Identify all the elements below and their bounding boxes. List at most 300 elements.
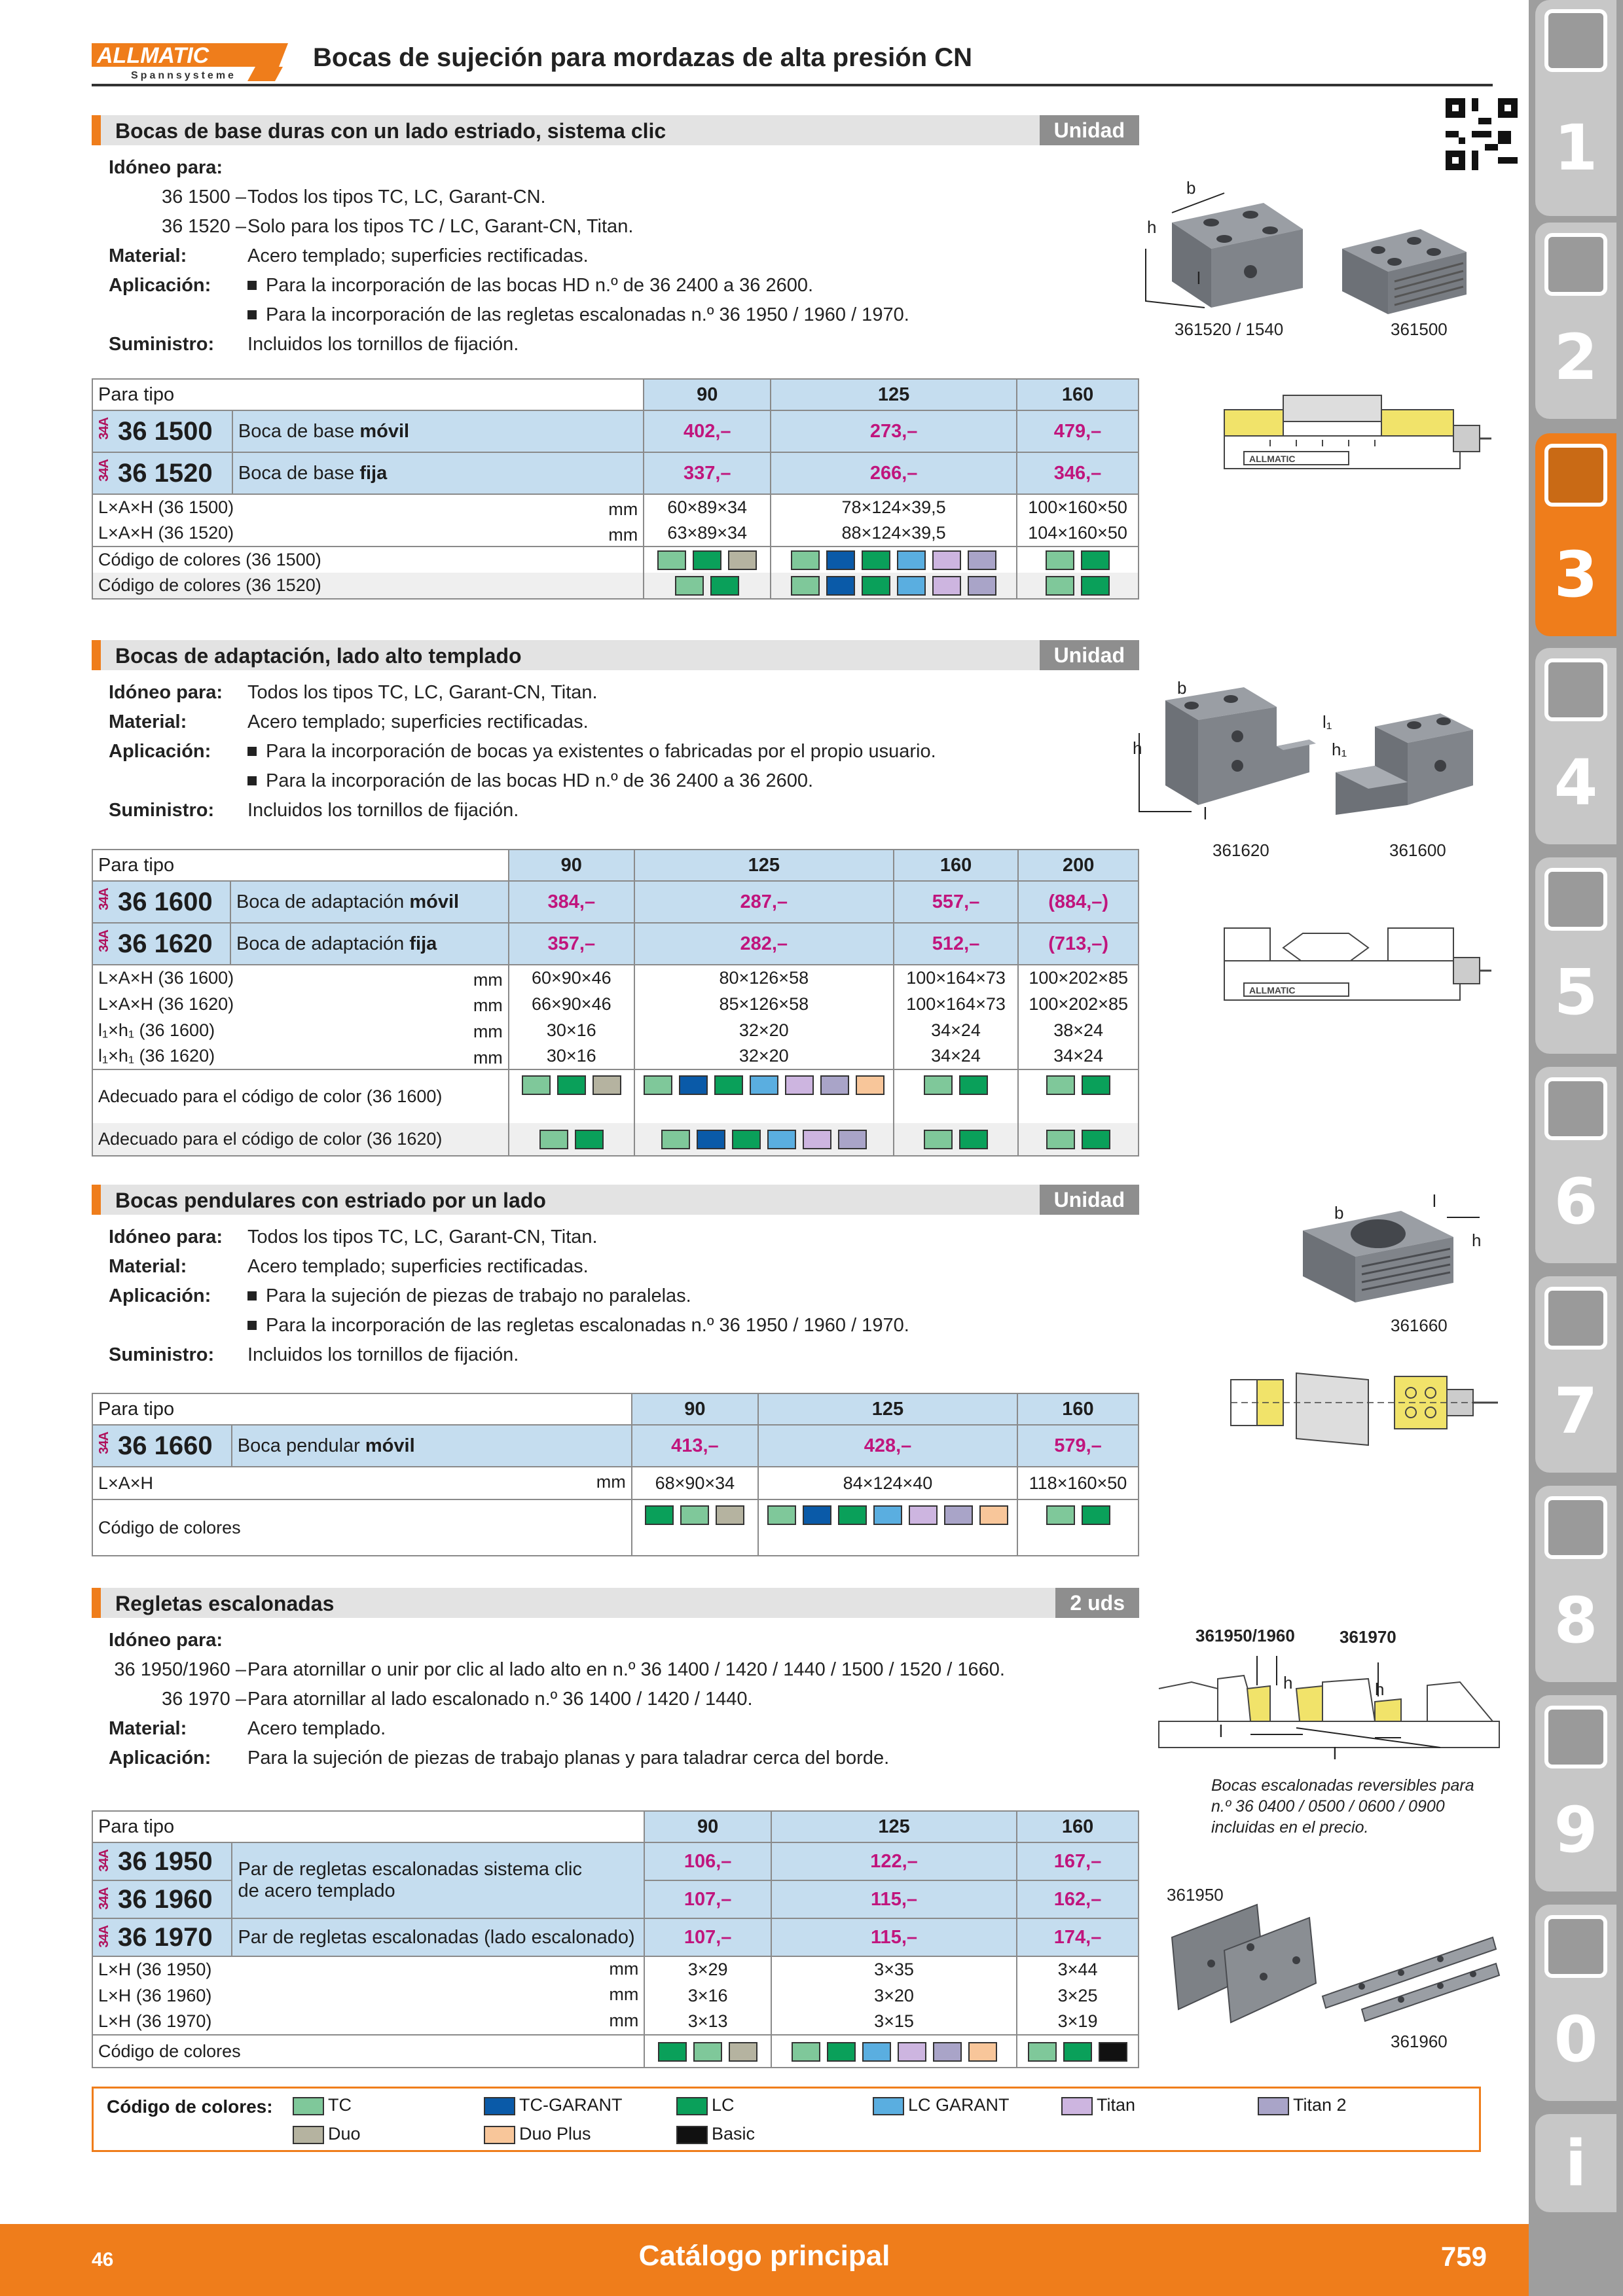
price: 266,– [771, 452, 1017, 494]
article-number [92, 881, 230, 923]
article-ref: 36 1950/1960 – [114, 1659, 246, 1680]
dim-label [92, 494, 644, 520]
color-swatch-tc [1046, 1130, 1075, 1149]
sidebar-tab-2[interactable] [1535, 223, 1616, 419]
dim-value: 34×24 [1018, 1043, 1139, 1069]
image-caption: 361600 [1389, 840, 1446, 860]
desc-bold: móvil [365, 1435, 415, 1456]
application-text: Para la incorporación de las regletas escalonadas n.º 36 1950 / 1960 / 1970. [266, 304, 909, 325]
suitable-text: Todos los tipos TC, LC, Garant-CN, Titan. [247, 1227, 598, 1247]
color-swatch-lc-garant [897, 550, 926, 570]
color-code-label: Código de colores [92, 1499, 632, 1556]
color-swatches [1018, 1123, 1139, 1156]
tab-number: 7 [1554, 1374, 1598, 1448]
info-icon: i [1565, 2127, 1587, 2200]
th-size: 125 [771, 379, 1017, 410]
color-swatch-lc [827, 2042, 856, 2062]
section-info-pendulum-jaws [109, 1223, 1091, 1370]
unit-mm: mm [609, 1984, 639, 2004]
label-supply: Suministro: [109, 334, 215, 355]
dim-value: 32×20 [634, 1017, 894, 1043]
color-swatch-duo [729, 2042, 757, 2062]
color-swatch-lc [838, 1505, 867, 1525]
price: 413,– [632, 1425, 758, 1467]
color-swatch-titan-2 [820, 1075, 849, 1095]
unit-mm: mm [473, 1048, 503, 1067]
price: 287,– [634, 881, 894, 923]
label-suitable: Idóneo para: [109, 1227, 223, 1247]
dim-value: 100×202×85 [1018, 965, 1139, 991]
color-swatch-lc [1082, 1130, 1110, 1149]
color-swatch-tc-garant [826, 550, 855, 570]
dim-value: 100×160×50 [1017, 494, 1139, 520]
legend-label: TC-GARANT [519, 2095, 623, 2115]
price: 107,– [644, 1918, 771, 1956]
dim-value: 30×16 [509, 1017, 634, 1043]
price: 115,– [771, 1880, 1017, 1918]
footer-title: Catálogo principal [638, 2240, 890, 2272]
swatch-lc-garant [873, 2097, 904, 2115]
legend-item-tc-garant [484, 2095, 623, 2115]
article-desc [232, 452, 644, 494]
application-text: Para la sujeción de piezas de trabajo no paralelas. [266, 1285, 691, 1306]
color-swatches [1017, 2035, 1139, 2068]
application-text: Para la incorporación de las bocas HD n.º de 36 2400 a 36 2600. [266, 770, 814, 791]
color-swatch-tc [1046, 550, 1074, 570]
th-size: 125 [758, 1393, 1017, 1425]
dim-letter-h1: h₁ [1332, 740, 1347, 759]
svg-text:ALLMATIC: ALLMATIC [1249, 985, 1296, 996]
sidebar-tab-1[interactable] [1535, 0, 1616, 216]
color-swatch-tc [693, 2042, 722, 2062]
color-swatches [509, 1123, 634, 1156]
pendulum-jaw-image [1283, 1198, 1499, 1316]
image-caption: 361960 [1391, 2032, 1448, 2051]
color-swatches [1017, 547, 1139, 573]
th-size: 90 [632, 1393, 758, 1425]
color-code-label: Adecuado para el código de color (36 1620) [92, 1123, 509, 1156]
color-swatch-titan [932, 576, 961, 596]
desc-text: Boca de adaptación [236, 933, 410, 954]
article-ref: 36 1500 – [161, 187, 246, 207]
vise-assembly-drawing [1218, 922, 1493, 1013]
color-swatches [771, 2035, 1017, 2068]
dim-letter-b: b [1177, 678, 1187, 698]
dim-label [92, 2009, 644, 2035]
sidebar-tab-0[interactable] [1535, 1905, 1616, 2101]
image-caption: 361950/1960 [1195, 1626, 1295, 1645]
section-info-base-jaws [109, 153, 1091, 359]
dim-label-text: l₁×h₁ (36 1600) [98, 1020, 215, 1040]
section-title: Bocas de base duras con un lado estriado, sistema clic [115, 119, 666, 143]
color-swatch-titan-2 [838, 1130, 867, 1149]
application-text: Para la incorporación de bocas ya existentes o fabricadas por el propio usuario. [266, 741, 936, 762]
sidebar-tab-8[interactable] [1535, 1486, 1616, 1682]
dim-value: 68×90×34 [632, 1467, 758, 1499]
legend-item-duo [293, 2124, 361, 2144]
dim-label-text: L×A×H (36 1520) [98, 523, 234, 543]
footer [0, 2224, 1529, 2296]
color-swatch-tc [767, 1505, 796, 1525]
price: 167,– [1017, 1842, 1139, 1880]
dim-value: 84×124×40 [758, 1467, 1017, 1499]
dim-label-text: l₁×h₁ (36 1620) [98, 1046, 215, 1066]
color-swatch-titan [898, 2042, 926, 2062]
color-swatch-titan [803, 1130, 831, 1149]
article-desc [232, 1842, 644, 1918]
suitable-text: Todos los tipos TC, LC, Garant-CN, Titan. [247, 682, 598, 703]
dim-value: 3×44 [1017, 1956, 1139, 1982]
dim-value: 66×90×46 [509, 991, 634, 1017]
insert-icon [1544, 233, 1607, 296]
swatch-tc-garant [484, 2097, 515, 2115]
article-desc [232, 1425, 632, 1467]
application-text: Para la incorporación de las bocas HD n.º de 36 2400 a 36 2600. [266, 275, 814, 296]
label-application: Aplicación: [109, 1285, 211, 1306]
price: 273,– [771, 410, 1017, 452]
desc-text: Boca de adaptación [236, 891, 410, 912]
label-application: Aplicación: [109, 741, 211, 762]
price-table-base-jaws [92, 378, 1139, 600]
category-code: 34A [97, 1926, 111, 1948]
swatch-duo-plus [484, 2126, 515, 2144]
bullet-icon [247, 776, 257, 785]
dim-label [92, 1017, 509, 1043]
legend-item-duo-plus [484, 2124, 591, 2144]
section-info-adapter-jaws [109, 678, 1091, 825]
label-application: Aplicación: [109, 1748, 211, 1768]
unit-mm: mm [609, 1959, 639, 1979]
legend-label: Titan 2 [1293, 2095, 1347, 2115]
legend-label: Duo Plus [519, 2124, 591, 2144]
chapter-sidebar [1529, 0, 1623, 2296]
swatch-lc [676, 2097, 708, 2115]
legend-label: Duo [328, 2124, 361, 2144]
th-size: 90 [644, 379, 771, 410]
color-swatch-duo [593, 1075, 621, 1095]
article-desc: Par de regletas escalonadas (lado escalonado) [232, 1918, 644, 1956]
section-accent [92, 640, 101, 670]
dim-value: 3×35 [771, 1956, 1017, 1982]
label-application: Aplicación: [109, 275, 211, 296]
color-swatch-lc [575, 1130, 604, 1149]
dim-label-text: L×A×H (36 1620) [98, 994, 234, 1014]
th-size: 125 [634, 850, 894, 881]
page-title: Bocas de sujeción para mordazas de alta presión CN [313, 43, 972, 72]
color-code-label: Adecuado para el código de color (36 1600) [92, 1069, 509, 1123]
material-text: Acero templado; superficies rectificadas. [247, 245, 589, 266]
color-swatches [1017, 1499, 1139, 1556]
price: 346,– [1017, 452, 1139, 494]
color-swatch-lc [1081, 550, 1110, 570]
article-number [92, 923, 230, 965]
note-line: Bocas escalonadas reversibles para [1211, 1776, 1474, 1795]
dim-label [92, 1467, 632, 1499]
article-number [92, 452, 232, 494]
th-para-tipo: Para tipo [92, 850, 509, 881]
dim-label-text: L×H (36 1950) [98, 1960, 212, 1979]
price: 107,– [644, 1880, 771, 1918]
color-swatch-tc [791, 550, 820, 570]
note-line: incluidas en el precio. [1211, 1818, 1369, 1837]
th-size: 160 [894, 850, 1019, 881]
color-swatch-titan [932, 550, 961, 570]
dim-value: 85×126×58 [634, 991, 894, 1017]
legend-item-titan [1061, 2095, 1135, 2115]
category-code: 34A [97, 930, 111, 952]
section-header-pendulum-jaws [92, 1185, 1139, 1215]
tab-number: 2 [1554, 321, 1598, 394]
desc-bold: fija [359, 462, 388, 484]
color-swatches [644, 573, 771, 599]
price: 115,– [771, 1918, 1017, 1956]
color-swatches [771, 547, 1017, 573]
article-number-text: 36 1950 [118, 1846, 213, 1876]
unit-badge: Unidad [1040, 640, 1139, 670]
suitable-text: Todos los tipos TC, LC, Garant-CN. [247, 187, 546, 207]
dim-value: 118×160×50 [1017, 1467, 1139, 1499]
color-swatch-tc-garant [826, 576, 855, 596]
dim-value: 78×124×39,5 [771, 494, 1017, 520]
th-size: 90 [509, 850, 634, 881]
dim-value: 100×202×85 [1018, 991, 1139, 1017]
color-swatch-duo [728, 550, 757, 570]
color-swatch-tc [644, 1075, 672, 1095]
dim-letter-h: h [1472, 1230, 1482, 1250]
swatch-titan [1061, 2097, 1093, 2115]
dim-letter-h: h [1147, 217, 1157, 237]
color-swatch-lc-garant [873, 1505, 902, 1525]
bullet-icon [247, 1291, 257, 1300]
price-table-step-strips [92, 1810, 1139, 2068]
article-ref: 36 1970 – [161, 1689, 246, 1710]
sidebar-tab-5[interactable] [1535, 857, 1616, 1054]
image-caption: 361620 [1213, 840, 1269, 860]
color-swatch-tc [924, 1130, 953, 1149]
color-swatch-basic [1099, 2042, 1127, 2062]
pliers-icon [1544, 1287, 1607, 1350]
dim-value: 34×24 [894, 1043, 1019, 1069]
label-suitable: Idóneo para: [109, 1630, 223, 1651]
price: 402,– [644, 410, 771, 452]
unit-badge: 2 uds [1055, 1588, 1139, 1618]
section-title: Bocas pendulares con estriado por un lado [115, 1189, 546, 1212]
category-code: 34A [97, 888, 111, 910]
color-swatch-tc [1046, 1505, 1075, 1525]
th-size: 90 [644, 1811, 771, 1842]
safety-gear-icon [1544, 1915, 1607, 1978]
color-swatch-tc [1028, 2042, 1057, 2062]
svg-text:ALLMATIC: ALLMATIC [1249, 454, 1296, 464]
article-number-text: 36 1660 [118, 1431, 213, 1460]
color-swatch-lc [959, 1075, 988, 1095]
unit-mm: mm [609, 2011, 639, 2030]
section-header-step-strips [92, 1588, 1139, 1618]
color-swatch-duo-plus [968, 2042, 997, 2062]
color-swatch-titan [785, 1075, 814, 1095]
tab-number: 5 [1554, 956, 1598, 1029]
dim-value: 100×164×73 [894, 965, 1019, 991]
sidebar-tab-6[interactable] [1535, 1067, 1616, 1263]
clamping-icon [1544, 444, 1607, 507]
price: (884,–) [1018, 881, 1139, 923]
color-swatch-tc [924, 1075, 953, 1095]
sidebar-tab-7[interactable] [1535, 1276, 1616, 1473]
dim-label-text: L×A×H (36 1500) [98, 497, 234, 517]
desc-text: de acero templado [238, 1880, 395, 1901]
color-swatch-tc [680, 1505, 709, 1525]
article-number [92, 1880, 232, 1918]
article-number [92, 410, 232, 452]
color-swatches [634, 1123, 894, 1156]
dim-value: 3×15 [771, 2009, 1017, 2035]
category-code: 34A [97, 1850, 111, 1872]
sidebar-tab-3[interactable] [1535, 433, 1616, 636]
material-text: Acero templado; superficies rectificadas. [247, 711, 589, 732]
color-swatch-lc-garant [897, 576, 926, 596]
dim-letter-l: l [1333, 1744, 1337, 1763]
color-swatch-titan [909, 1505, 938, 1525]
sidebar-tab-4[interactable] [1535, 648, 1616, 844]
color-swatches [644, 2035, 771, 2068]
color-swatch-lc-garant [862, 2042, 891, 2062]
dim-value: 88×124×39,5 [771, 520, 1017, 547]
color-swatch-lc [862, 550, 890, 570]
dim-value: 3×16 [644, 1982, 771, 2009]
dim-value: 100×164×73 [894, 991, 1019, 1017]
dim-label-text: L×A×H [98, 1473, 154, 1493]
color-swatch-tc [522, 1075, 551, 1095]
sidebar-tab-9[interactable] [1535, 1695, 1616, 1892]
color-swatch-titan-2 [933, 2042, 962, 2062]
dim-value: 3×19 [1017, 2009, 1139, 2035]
dim-value: 30×16 [509, 1043, 634, 1069]
dim-label [92, 1043, 509, 1069]
th-para-tipo: Para tipo [92, 1393, 632, 1425]
dim-value: 3×29 [644, 1956, 771, 1982]
swatch-tc [293, 2097, 324, 2115]
bullet-icon [247, 310, 257, 319]
price: (713,–) [1018, 923, 1139, 965]
color-swatches [632, 1499, 758, 1556]
header-divider [92, 84, 1493, 86]
price: 512,– [894, 923, 1019, 965]
svg-text:Spannsysteme: Spannsysteme [131, 70, 236, 81]
color-swatch-lc [862, 576, 890, 596]
swatch-basic [676, 2126, 708, 2144]
category-code: 34A [97, 1888, 111, 1910]
color-swatch-tc [791, 576, 820, 596]
color-swatch-lc [714, 1075, 743, 1095]
price: 337,– [644, 452, 771, 494]
tool-cabinet-icon [1544, 1706, 1607, 1768]
tab-number: 3 [1554, 538, 1598, 611]
article-number-text: 36 1960 [118, 1884, 213, 1914]
dim-value: 38×24 [1018, 1017, 1139, 1043]
legend-item-lc-garant [873, 2095, 1010, 2115]
color-swatch-lc [645, 1505, 674, 1525]
section-accent [92, 115, 101, 145]
image-caption: 361970 [1340, 1627, 1396, 1647]
application-text: Para la sujeción de piezas de trabajo planas y para taladrar cerca del borde. [247, 1748, 890, 1768]
bullet-icon [247, 747, 257, 756]
dim-letter-b: b [1186, 178, 1196, 198]
dim-letter-l: l [1197, 268, 1201, 288]
legend-label: LC [712, 2095, 735, 2115]
dim-letter-h: h [1283, 1673, 1293, 1693]
color-swatch-titan-2 [968, 550, 996, 570]
article-desc [230, 923, 509, 965]
tab-number: 6 [1554, 1165, 1598, 1238]
article-ref: 36 1520 – [161, 216, 246, 237]
unit-mm: mm [473, 1022, 503, 1041]
label-supply: Suministro: [109, 1344, 215, 1365]
category-code: 34A [97, 418, 111, 440]
caliper-icon [1544, 658, 1607, 721]
step-strips-drawing [1152, 1649, 1506, 1774]
suitable-text: Para atornillar o unir por clic al lado alto en n.º 36 1400 / 1420 / 1440 / 1500 / 1520 / 1660. [247, 1659, 1005, 1680]
dim-label [92, 1982, 644, 2009]
color-swatch-duo-plus [979, 1505, 1008, 1525]
image-caption: 361660 [1391, 1316, 1448, 1335]
section-header-adapter-jaws [92, 640, 1139, 670]
tab-number: 1 [1554, 111, 1598, 185]
dim-letter-l: l [1432, 1191, 1436, 1211]
price: 557,– [894, 881, 1019, 923]
dim-label-text: L×H (36 1970) [98, 2011, 212, 2031]
dim-label [92, 965, 509, 991]
dim-value: 60×89×34 [644, 494, 771, 520]
dim-label-text: L×H (36 1960) [98, 1985, 212, 2005]
th-size: 200 [1018, 850, 1139, 881]
color-swatch-tc-garant [803, 1505, 831, 1525]
wrench-icon [1544, 1077, 1607, 1140]
dim-value: 60×90×46 [509, 965, 634, 991]
sidebar-tab-info[interactable] [1535, 2114, 1616, 2212]
image-caption: 361520 / 1540 [1175, 319, 1284, 339]
legend-label: TC [328, 2095, 352, 2115]
material-text: Acero templado. [247, 1718, 386, 1739]
label-suitable: Idóneo para: [109, 682, 223, 703]
price: 428,– [758, 1425, 1017, 1467]
color-swatch-tc [792, 2042, 820, 2062]
category-code: 34A [97, 459, 111, 482]
color-swatch-tc [1046, 576, 1074, 596]
desc-bold: fija [409, 933, 437, 954]
unit-mm: mm [608, 525, 638, 545]
image-caption: 361950 [1167, 1885, 1224, 1905]
price: 282,– [634, 923, 894, 965]
color-swatch-tc [1046, 1075, 1075, 1095]
unit-mm: mm [473, 970, 503, 990]
dim-letter-l1: l₁ [1322, 712, 1332, 732]
color-swatches [1017, 573, 1139, 599]
color-swatch-tc [661, 1130, 690, 1149]
qr-code[interactable] [1446, 98, 1518, 170]
supply-text: Incluidos los tornillos de fijación. [247, 334, 519, 355]
section-title: Bocas de adaptación, lado alto templado [115, 644, 522, 668]
supply-text: Incluidos los tornillos de fijación. [247, 800, 519, 821]
price: 357,– [509, 923, 634, 965]
footer-left-number: 46 [92, 2249, 114, 2270]
dim-label [92, 991, 509, 1017]
label-material: Material: [109, 1718, 187, 1739]
dim-label-text: L×A×H (36 1600) [98, 968, 234, 988]
article-number [92, 1918, 232, 1956]
color-swatch-titan-2 [968, 576, 996, 596]
th-para-tipo: Para tipo [92, 379, 644, 410]
tab-number: 4 [1554, 746, 1598, 819]
